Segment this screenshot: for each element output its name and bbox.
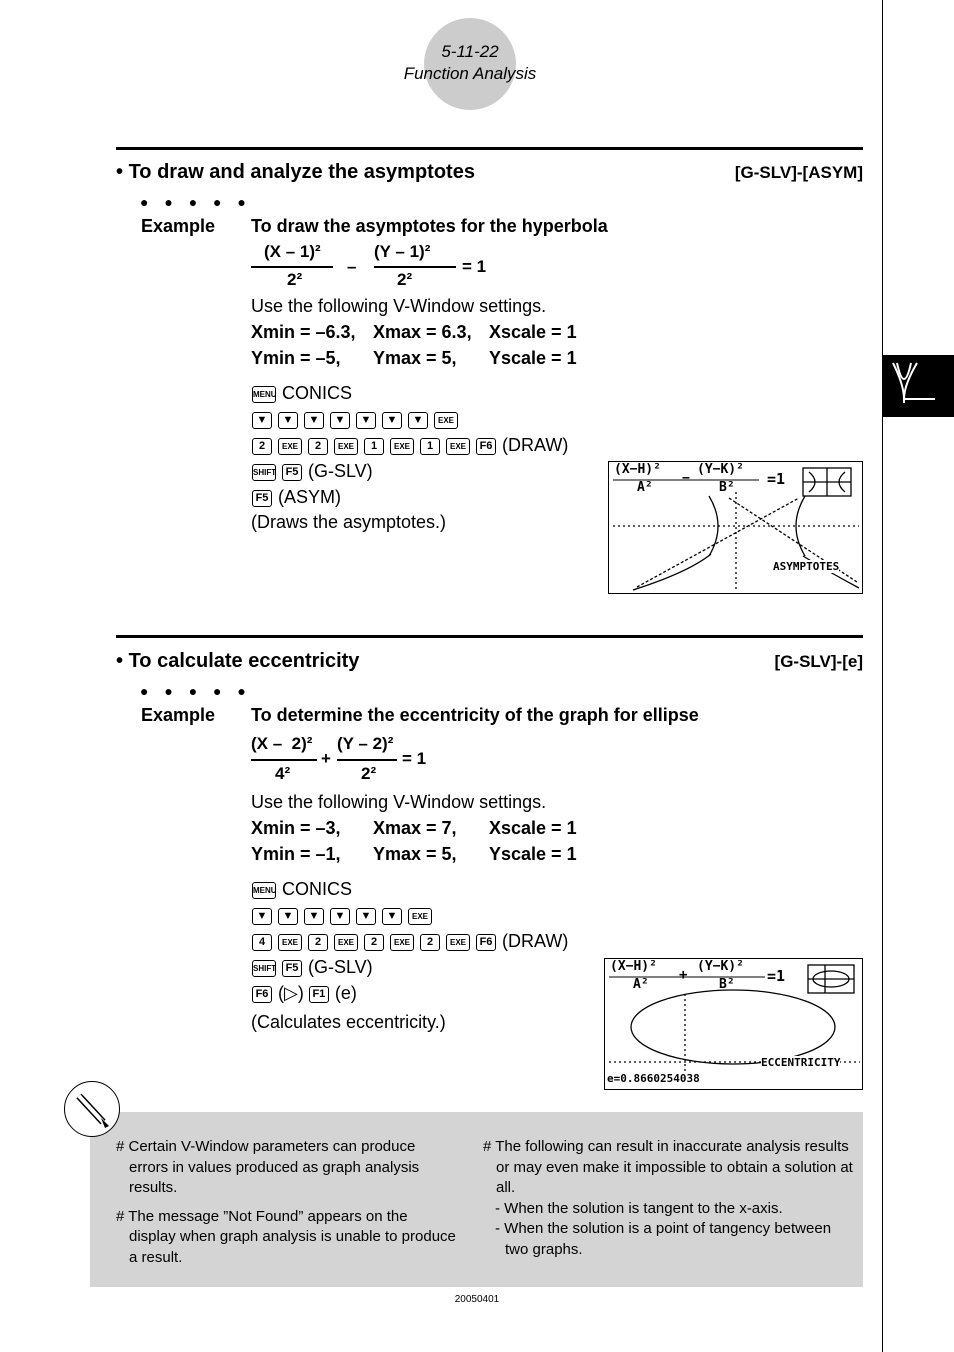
eq2-rhs: = 1 [402,749,427,768]
eq1-den1: 2² [287,270,303,289]
screen2-result-label: ECCENTRICITY [761,1056,841,1069]
cursor-down-key-icon: ▼ [252,412,272,429]
calculator-screen-asymptotes [608,461,863,594]
section1-title: • To draw and analyze the asymptotes [116,161,475,183]
eq2-op: + [321,749,331,768]
eq2-num2: (Y – 2)² [337,734,394,753]
vw1-yscale: Yscale = 1 [489,348,577,368]
eq1-rhs: = 1 [462,257,487,276]
s1-step-gslv [252,460,373,482]
screen2-formula-left: (X−H)² [610,959,657,974]
eq2-den2: 2² [361,764,377,783]
notes-right [483,1137,853,1260]
note-right-item-1: - When the solution is tangent to the x-axis. [495,1199,783,1217]
eq1-num1: (X – 1)² [264,242,321,261]
exe-key-icon: EXE [390,934,414,951]
s2-gslv-label: (G-SLV) [308,957,373,977]
section2-rule [116,635,863,638]
note-right-item-2: - When the solution is a point of tangency between two graphs. [495,1220,832,1258]
exe-key-icon: EXE [434,412,458,429]
s2-e-label: (e) [334,983,357,1003]
cursor-down-key-icon: ▼ [356,412,376,429]
exe-key-icon: EXE [446,934,470,951]
vw1-xscale: Xscale = 1 [489,322,577,342]
vw1-ymax: Ymax = 5, [373,348,457,368]
section1-example-title: To draw the asymptotes for the hyperbola [251,216,608,236]
s1-draw-label: (DRAW) [502,435,569,455]
f5-key-icon: F5 [282,464,302,481]
s1-asym-label: (ASYM) [278,487,341,507]
note-right-intro: # The following can result in inaccurate analysis results or may even make it impossible to obtain a solution at all. [483,1138,853,1196]
eq2-fracline1 [251,759,317,761]
s1-step-asym [252,486,341,508]
shift-key-icon: SHIFT [252,960,276,977]
f6-key-icon: F6 [476,438,496,455]
chapter-tab [883,355,954,417]
eq2-fracline2 [337,759,397,761]
s1-step-menu [252,382,352,404]
section2-dots: ● ● ● ● ● [140,683,252,699]
margin-line [882,0,883,1352]
f5-key-icon: F5 [252,490,272,507]
eq2-num1: (X – 2)² [251,734,313,753]
section1-key-ref: [G-SLV]-[ASYM] [734,163,863,182]
menu-key-icon: MENU [252,386,276,403]
s2-step-gslv [252,956,373,978]
screen1-result-label: ASYMPTOTES [773,560,840,573]
f1-key-icon: F1 [309,986,329,1003]
cursor-down-key-icon: ▼ [382,908,402,925]
note-left-1: # Certain V-Window parameters can produce errors in values produced as graph analysis results. [116,1138,420,1196]
screen2-formula-right-den: B² [719,977,735,992]
s2-menu-label: CONICS [282,879,353,899]
vw2-xscale: Xscale = 1 [489,818,577,838]
screen1-formula-rhs: =1 [767,470,786,488]
vw1-ymin: Ymin = –5, [251,348,341,368]
vw2-ymin: Ymin = –1, [251,844,341,864]
key-4-icon: 4 [252,934,272,951]
vw1-xmax: Xmax = 6.3, [373,322,472,342]
pencil-glyph [65,1082,119,1136]
screen1-formula-right: (Y−K)² [697,462,744,477]
section2-title: • To calculate eccentricity [116,650,360,672]
f6-key-icon: F6 [252,986,272,1003]
cursor-down-key-icon: ▼ [304,412,324,429]
exe-key-icon: EXE [446,438,470,455]
s1-step-cursor [252,408,464,430]
section2-key-ref: [G-SLV]-[e] [774,652,863,671]
s1-gslv-label: (G-SLV) [308,461,373,481]
key-2-icon: 2 [252,438,272,455]
section1-example-label: Example [141,216,216,236]
cursor-down-key-icon: ▼ [408,412,428,429]
cursor-down-key-icon: ▼ [356,908,376,925]
screen2-formula-right: (Y−K)² [697,959,744,974]
f6-key-icon: F6 [476,934,496,951]
cursor-down-key-icon: ▼ [278,908,298,925]
eq1-fracline2 [374,266,456,268]
cursor-down-key-icon: ▼ [304,908,324,925]
s2-note: (Calculates eccentricity.) [251,1012,446,1032]
section1-dots: ● ● ● ● ● [140,194,252,210]
cursor-down-key-icon: ▼ [278,412,298,429]
exe-key-icon: EXE [334,438,358,455]
exe-key-icon: EXE [390,438,414,455]
menu-key-icon: MENU [252,882,276,899]
exe-key-icon: EXE [278,934,302,951]
s2-step-menu [252,878,352,900]
eq2-den1: 4² [275,764,291,783]
s1-menu-label: CONICS [282,383,353,403]
vw2-yscale: Yscale = 1 [489,844,577,864]
cursor-down-key-icon: ▼ [382,412,402,429]
eq1-den2: 2² [397,270,413,289]
screen1-formula-right-den: B² [719,480,735,495]
key-2-icon: 2 [308,438,328,455]
eq1-fracline1 [251,266,333,268]
section2-vwindow-intro: Use the following V-Window settings. [251,792,547,812]
screen1-formula-op: − [682,471,690,486]
vw2-xmax: Xmax = 7, [373,818,457,838]
calculator-screen-eccentricity [604,958,863,1090]
key-2-icon: 2 [420,934,440,951]
cursor-down-key-icon: ▼ [330,412,350,429]
s2-draw-label: (DRAW) [502,931,569,951]
screen2-formula-left-den: A² [633,977,649,992]
cursor-down-key-icon: ▼ [252,908,272,925]
s2-arrow-label: (▷) [278,983,304,1003]
key-1-icon: 1 [364,438,384,455]
exe-key-icon: EXE [278,438,302,455]
shift-key-icon: SHIFT [252,464,276,481]
s2-step-e [252,982,357,1004]
screen1-formula-left-den: A² [637,480,653,495]
section2-example-label: Example [141,705,216,725]
page-number: 5-11-22 [441,42,499,61]
section1-rule [116,147,863,150]
screen2-result-value: e=0.8660254038 [607,1072,700,1085]
s1-note: (Draws the asymptotes.) [251,512,447,532]
section1-vwindow-intro: Use the following V-Window settings. [251,296,547,316]
eq1-num2: (Y – 1)² [374,242,431,261]
key-2-icon: 2 [364,934,384,951]
s1-step-values [252,434,568,456]
note-left-2: # The message ”Not Found” appears on the display when graph analysis is unable to produce a result. [116,1207,456,1266]
notes-left [116,1137,456,1276]
f5-key-icon: F5 [282,960,302,977]
footer-code: 20050401 [454,1294,500,1305]
exe-key-icon: EXE [334,934,358,951]
screen1-formula-left: (X−H)² [614,462,661,477]
s2-step-cursor [252,904,438,926]
s2-step-values [252,930,568,952]
vw2-xmin: Xmin = –3, [251,818,341,838]
key-2-icon: 2 [308,934,328,951]
exe-key-icon: EXE [408,908,432,925]
cursor-down-key-icon: ▼ [330,908,350,925]
key-1-icon: 1 [420,438,440,455]
pencil-icon [64,1081,120,1137]
screen2-formula-rhs: =1 [767,967,786,985]
section2-example-title: To determine the eccentricity of the graph for ellipse [251,705,699,725]
conics-tab-icon [883,355,954,417]
vw2-ymax: Ymax = 5, [373,844,457,864]
screen2-formula-op: + [679,967,688,983]
eq1-op: – [347,257,357,276]
vw1-xmin: Xmin = –6.3, [251,322,356,342]
section-name: Function Analysis [403,64,537,83]
